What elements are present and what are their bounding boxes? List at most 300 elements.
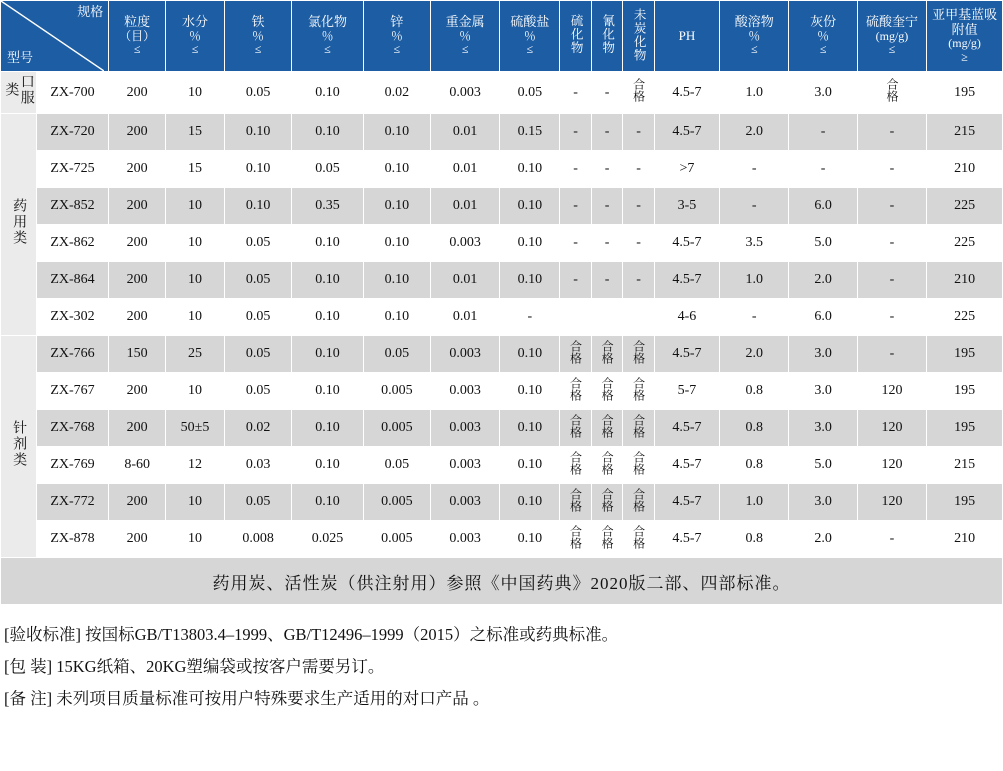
cell-sulfate: - (500, 299, 560, 336)
header-ph-name: PH (678, 27, 696, 43)
header-methylene-blue (927, 1, 1003, 72)
cell-sulfide-text: 合格 (568, 487, 583, 512)
cell-sulfide: - (560, 114, 592, 151)
header-corner-cell (1, 1, 109, 72)
header-heavy-metal-cmp: ≤ (461, 42, 469, 57)
cell-ph: 4.5-7 (654, 336, 719, 373)
header-moisture-name: 水分 (181, 14, 208, 30)
header-quinine-sulfate-cmp: ≤ (888, 42, 896, 57)
cell-cyanide-text: 合格 (600, 524, 615, 549)
header-ash-cmp: ≤ (819, 42, 827, 57)
header-chloride-name: 氯化物 (307, 14, 347, 30)
header-moisture-sub: ％ (188, 28, 201, 43)
cell-acid-soluble: 1.0 (720, 262, 789, 299)
cell-sulfide: - (560, 262, 592, 299)
category-label: 口服类 (3, 74, 34, 106)
cell-quinine-sulfate (857, 72, 926, 114)
table-row (1, 336, 1003, 373)
header-sulfide-name: 硫化物 (569, 14, 584, 55)
cell-zinc: 0.05 (363, 447, 430, 484)
footnotes (0, 619, 1003, 716)
cell-cyanide: - (591, 151, 623, 188)
cell-ph: 4.5-7 (654, 521, 719, 558)
cell-chloride: 0.025 (292, 521, 363, 558)
cell-moisture: 10 (166, 225, 225, 262)
cell-quinine-sulfate: 120 (857, 410, 926, 447)
cell-acid-soluble: - (720, 188, 789, 225)
cell-cyanide-text: 合格 (600, 413, 615, 438)
cell-quinine-sulfate: - (857, 262, 926, 299)
header-mesh-name: 粒度 (124, 14, 151, 30)
table-row (1, 521, 1003, 558)
header-zinc-sub: ％ (390, 28, 403, 43)
cell-sulfide (560, 410, 592, 447)
header-ash (789, 1, 857, 72)
cell-moisture: 15 (166, 151, 225, 188)
cell-cyanide (591, 447, 623, 484)
cell-heavy-metal: 0.003 (430, 373, 499, 410)
cell-iron: 0.03 (224, 447, 291, 484)
cell-uncarbonized (623, 373, 655, 410)
cell-moisture: 50±5 (166, 410, 225, 447)
header-moisture (166, 1, 225, 72)
cell-sulfide (560, 299, 592, 336)
cell-uncarbonized-text: 合格 (631, 487, 646, 512)
cell-moisture: 15 (166, 114, 225, 151)
cell-zinc: 0.10 (363, 151, 430, 188)
header-sulfate (500, 1, 560, 72)
cell-methylene-blue: 210 (927, 151, 1003, 188)
cell-uncarbonized (623, 410, 655, 447)
cell-ash: 3.0 (789, 410, 857, 447)
cell-sulfide (560, 447, 592, 484)
cell-cyanide-text: 合格 (600, 376, 615, 401)
cell-iron: 0.05 (224, 299, 291, 336)
cell-chloride: 0.10 (292, 299, 363, 336)
cell-ph: 5-7 (654, 373, 719, 410)
cell-acid-soluble: - (720, 299, 789, 336)
cell-heavy-metal: 0.003 (430, 521, 499, 558)
cell-chloride: 0.10 (292, 336, 363, 373)
cell-acid-soluble: 0.8 (720, 410, 789, 447)
cell-acid-soluble: 1.0 (720, 484, 789, 521)
header-ph (654, 1, 719, 72)
header-heavy-metal (430, 1, 499, 72)
cell-ash: 3.0 (789, 72, 857, 114)
cell-methylene-blue: 215 (927, 114, 1003, 151)
cell-quinine-sulfate: 120 (857, 484, 926, 521)
cell-uncarbonized: - (623, 114, 655, 151)
cell-quinine-sulfate: - (857, 521, 926, 558)
table-body (1, 72, 1003, 605)
cell-ph: 4.5-7 (654, 225, 719, 262)
cell-moisture: 10 (166, 262, 225, 299)
cell-chloride: 0.10 (292, 114, 363, 151)
cell-chloride: 0.10 (292, 72, 363, 114)
cell-uncarbonized: - (623, 188, 655, 225)
cell-ph: >7 (654, 151, 719, 188)
cell-sulfide-text: 合格 (568, 524, 583, 549)
cell-cyanide (591, 373, 623, 410)
table-head (1, 1, 1003, 72)
cell-mesh: 200 (109, 299, 166, 336)
header-acid-soluble (720, 1, 789, 72)
table-row (1, 262, 1003, 299)
cell-quinine-sulfate: - (857, 114, 926, 151)
cell-mesh: 200 (109, 521, 166, 558)
cell-quinine-sulfate: - (857, 225, 926, 262)
cell-cyanide (591, 299, 623, 336)
header-uncarbonized (623, 1, 655, 72)
cell-quinine-sulfate: - (857, 336, 926, 373)
cell-model: ZX-767 (36, 373, 109, 410)
cell-model: ZX-862 (36, 225, 109, 262)
cell-moisture: 10 (166, 521, 225, 558)
table-row (1, 225, 1003, 262)
cell-acid-soluble: 0.8 (720, 373, 789, 410)
cell-sulfide-text: 合格 (568, 450, 583, 475)
cell-ash: 5.0 (789, 447, 857, 484)
footnote-packaging: [包 装] 15KG纸箱、20KG塑编袋或按客户需要另订。 (4, 657, 385, 677)
cell-sulfide (560, 521, 592, 558)
cell-sulfide: - (560, 72, 592, 114)
cell-uncarbonized (623, 336, 655, 373)
cell-sulfate: 0.10 (500, 336, 560, 373)
table-note: 药用炭、活性炭（供注射用）参照《中国药典》2020版二部、四部标准。 (1, 558, 1003, 605)
header-model-label: 型号 (7, 50, 34, 66)
table-row (1, 72, 1003, 114)
cell-sulfide (560, 373, 592, 410)
cell-heavy-metal: 0.01 (430, 188, 499, 225)
cell-quinine-sulfate: - (857, 299, 926, 336)
cell-sulfate: 0.10 (500, 447, 560, 484)
cell-model: ZX-720 (36, 114, 109, 151)
cell-mesh: 200 (109, 484, 166, 521)
cell-uncarbonized (623, 72, 655, 114)
cell-uncarbonized-text: 合格 (631, 78, 646, 102)
cell-uncarbonized: - (623, 151, 655, 188)
header-acid-soluble-sub: ％ (748, 28, 761, 43)
cell-model: ZX-852 (36, 188, 109, 225)
cell-sulfide: - (560, 225, 592, 262)
cell-zinc: 0.05 (363, 336, 430, 373)
cell-sulfate: 0.10 (500, 262, 560, 299)
cell-zinc: 0.10 (363, 114, 430, 151)
cell-cyanide-text: 合格 (600, 487, 615, 512)
header-uncarbonized-name: 未炭化物 (632, 7, 647, 62)
header-chloride-sub: ％ (321, 28, 334, 43)
cell-uncarbonized-text: 合格 (631, 339, 646, 364)
cell-cyanide (591, 521, 623, 558)
cell-moisture: 10 (166, 373, 225, 410)
cell-sulfate: 0.10 (500, 188, 560, 225)
cell-zinc: 0.10 (363, 299, 430, 336)
cell-zinc: 0.02 (363, 72, 430, 114)
cell-methylene-blue: 195 (927, 410, 1003, 447)
cell-ph: 4.5-7 (654, 72, 719, 114)
table-row (1, 447, 1003, 484)
cell-sulfate: 0.10 (500, 373, 560, 410)
cell-iron: 0.02 (224, 410, 291, 447)
header-iron-cmp: ≤ (254, 42, 262, 57)
cell-moisture: 10 (166, 299, 225, 336)
cell-chloride: 0.10 (292, 484, 363, 521)
cell-sulfide-text: 合格 (568, 413, 583, 438)
cell-ash: 2.0 (789, 521, 857, 558)
cell-ash: 3.0 (789, 336, 857, 373)
cell-iron: 0.10 (224, 114, 291, 151)
cell-iron: 0.05 (224, 72, 291, 114)
cell-chloride: 0.10 (292, 447, 363, 484)
cell-chloride: 0.10 (292, 262, 363, 299)
cell-zinc: 0.005 (363, 484, 430, 521)
cell-iron: 0.05 (224, 336, 291, 373)
table-row (1, 114, 1003, 151)
header-cyanide (591, 1, 623, 72)
cell-iron: 0.05 (224, 225, 291, 262)
table-row (1, 373, 1003, 410)
cell-heavy-metal: 0.003 (430, 447, 499, 484)
header-iron (224, 1, 291, 72)
cell-sulfate: 0.10 (500, 484, 560, 521)
cell-methylene-blue: 195 (927, 336, 1003, 373)
header-zinc (363, 1, 430, 72)
cell-mesh: 150 (109, 336, 166, 373)
cell-cyanide: - (591, 262, 623, 299)
cell-moisture: 25 (166, 336, 225, 373)
cell-ash: - (789, 151, 857, 188)
cell-acid-soluble: 2.0 (720, 336, 789, 373)
cell-heavy-metal: 0.01 (430, 299, 499, 336)
cell-sulfide: - (560, 151, 592, 188)
cell-uncarbonized: - (623, 225, 655, 262)
cell-acid-soluble: 1.0 (720, 72, 789, 114)
header-chloride (292, 1, 363, 72)
cell-iron: 0.10 (224, 151, 291, 188)
cell-model: ZX-878 (36, 521, 109, 558)
cell-sulfate: 0.05 (500, 72, 560, 114)
cell-mesh: 200 (109, 262, 166, 299)
cell-ash: 3.0 (789, 484, 857, 521)
cell-mesh: 8-60 (109, 447, 166, 484)
cell-methylene-blue: 215 (927, 447, 1003, 484)
cell-model: ZX-768 (36, 410, 109, 447)
cell-sulfide-text: 合格 (568, 376, 583, 401)
header-ash-sub: ％ (817, 28, 830, 43)
cell-cyanide-text: 合格 (600, 339, 615, 364)
cell-heavy-metal: 0.003 (430, 72, 499, 114)
header-methylene-blue-name: 亚甲基蓝吸附值 (932, 7, 998, 37)
cell-model: ZX-725 (36, 151, 109, 188)
header-iron-sub: ％ (252, 28, 265, 43)
category-cell-injection (1, 336, 37, 558)
cell-methylene-blue: 225 (927, 225, 1003, 262)
cell-uncarbonized (623, 447, 655, 484)
cell-sulfate: 0.15 (500, 114, 560, 151)
cell-uncarbonized-text: 合格 (631, 524, 646, 549)
cell-heavy-metal: 0.01 (430, 151, 499, 188)
cell-model: ZX-864 (36, 262, 109, 299)
cell-quinine-sulfate-text: 合格 (884, 78, 899, 102)
cell-acid-soluble: - (720, 151, 789, 188)
cell-moisture: 10 (166, 188, 225, 225)
cell-quinine-sulfate: - (857, 151, 926, 188)
footnote-acceptance-standard: [验收标准] 按国标GB/T13803.4–1999、GB/T12496–1999（2015）之标准或药典标准。 (4, 625, 619, 644)
table-row (1, 410, 1003, 447)
cell-cyanide: - (591, 225, 623, 262)
cell-methylene-blue: 225 (927, 299, 1003, 336)
footnote-remark: [备 注] 未列项目质量标准可按用户特殊要求生产适用的对口产品 。 (4, 689, 490, 709)
cell-ph: 4.5-7 (654, 447, 719, 484)
cell-methylene-blue: 195 (927, 484, 1003, 521)
cell-chloride: 0.05 (292, 151, 363, 188)
cell-ph: 4-6 (654, 299, 719, 336)
cell-ph: 4.5-7 (654, 410, 719, 447)
cell-acid-soluble: 0.8 (720, 447, 789, 484)
cell-ph: 4.5-7 (654, 484, 719, 521)
cell-zinc: 0.005 (363, 373, 430, 410)
cell-acid-soluble: 3.5 (720, 225, 789, 262)
cell-model: ZX-700 (36, 72, 109, 114)
cell-uncarbonized (623, 299, 655, 336)
cell-mesh: 200 (109, 151, 166, 188)
cell-methylene-blue: 225 (927, 188, 1003, 225)
cell-cyanide: - (591, 72, 623, 114)
cell-sulfide (560, 484, 592, 521)
header-quinine-sulfate-sub: (mg/g) (875, 28, 909, 43)
cell-model: ZX-302 (36, 299, 109, 336)
header-mesh (109, 1, 166, 72)
cell-ash: - (789, 114, 857, 151)
header-quinine-sulfate-name: 硫酸奎宁 (865, 14, 918, 30)
category-cell-medicinal (1, 114, 37, 336)
header-iron-name: 铁 (251, 14, 265, 30)
cell-cyanide (591, 336, 623, 373)
cell-uncarbonized (623, 484, 655, 521)
cell-acid-soluble: 2.0 (720, 114, 789, 151)
cell-moisture: 10 (166, 484, 225, 521)
cell-iron: 0.05 (224, 373, 291, 410)
cell-heavy-metal: 0.003 (430, 484, 499, 521)
header-sulfide (560, 1, 592, 72)
cell-chloride: 0.10 (292, 410, 363, 447)
cell-zinc: 0.10 (363, 188, 430, 225)
cell-sulfate: 0.10 (500, 151, 560, 188)
header-methylene-blue-sub: (mg/g) (948, 36, 981, 51)
category-cell-oral (1, 72, 37, 114)
cell-zinc: 0.10 (363, 262, 430, 299)
cell-ash: 3.0 (789, 373, 857, 410)
header-moisture-cmp: ≤ (191, 42, 199, 57)
header-spec-label: 规格 (77, 4, 104, 19)
table-row (1, 151, 1003, 188)
cell-moisture: 10 (166, 72, 225, 114)
header-zinc-name: 锌 (390, 14, 404, 30)
cell-heavy-metal: 0.01 (430, 114, 499, 151)
category-label: 药用类 (11, 198, 27, 246)
cell-heavy-metal: 0.003 (430, 336, 499, 373)
header-sulfate-cmp: ≤ (526, 42, 534, 57)
cell-mesh: 200 (109, 373, 166, 410)
header-mesh-sub: （目） (119, 28, 156, 43)
header-quinine-sulfate (857, 1, 926, 72)
cell-acid-soluble: 0.8 (720, 521, 789, 558)
cell-methylene-blue: 195 (927, 373, 1003, 410)
cell-zinc: 0.10 (363, 225, 430, 262)
table-note-row (1, 558, 1003, 605)
cell-iron: 0.008 (224, 521, 291, 558)
cell-iron: 0.10 (224, 188, 291, 225)
cell-chloride: 0.10 (292, 373, 363, 410)
cell-sulfate: 0.10 (500, 521, 560, 558)
cell-cyanide: - (591, 188, 623, 225)
cell-sulfate: 0.10 (500, 410, 560, 447)
cell-ash: 5.0 (789, 225, 857, 262)
cell-sulfide-text: 合格 (568, 339, 583, 364)
cell-cyanide (591, 410, 623, 447)
table-row (1, 188, 1003, 225)
header-methylene-blue-cmp: ≥ (961, 49, 968, 64)
cell-quinine-sulfate: - (857, 188, 926, 225)
cell-mesh: 200 (109, 410, 166, 447)
cell-uncarbonized (623, 521, 655, 558)
cell-cyanide (591, 484, 623, 521)
header-acid-soluble-cmp: ≤ (750, 42, 758, 57)
header-cyanide-name: 氰化物 (600, 14, 615, 55)
cell-quinine-sulfate: 120 (857, 447, 926, 484)
category-label: 针剂类 (11, 420, 27, 468)
table-row (1, 299, 1003, 336)
cell-sulfide (560, 336, 592, 373)
header-chloride-cmp: ≤ (324, 42, 331, 57)
header-sulfate-name: 硫酸盐 (510, 14, 550, 30)
cell-iron: 0.05 (224, 484, 291, 521)
cell-chloride: 0.10 (292, 225, 363, 262)
cell-model: ZX-769 (36, 447, 109, 484)
header-mesh-cmp: ≤ (133, 42, 141, 57)
cell-ph: 4.5-7 (654, 114, 719, 151)
header-heavy-metal-name: 重金属 (445, 14, 485, 30)
cell-moisture: 12 (166, 447, 225, 484)
cell-ash: 6.0 (789, 188, 857, 225)
cell-uncarbonized-text: 合格 (631, 376, 646, 401)
cell-cyanide-text: 合格 (600, 450, 615, 475)
header-heavy-metal-sub: ％ (459, 28, 472, 43)
cell-mesh: 200 (109, 225, 166, 262)
cell-ash: 6.0 (789, 299, 857, 336)
cell-uncarbonized-text: 合格 (631, 413, 646, 438)
cell-methylene-blue: 195 (927, 72, 1003, 114)
cell-methylene-blue: 210 (927, 262, 1003, 299)
cell-quinine-sulfate: 120 (857, 373, 926, 410)
cell-iron: 0.05 (224, 262, 291, 299)
cell-heavy-metal: 0.003 (430, 225, 499, 262)
cell-zinc: 0.005 (363, 521, 430, 558)
cell-sulfide: - (560, 188, 592, 225)
cell-uncarbonized-text: 合格 (631, 450, 646, 475)
header-ash-name: 灰份 (810, 14, 837, 30)
cell-cyanide: - (591, 114, 623, 151)
cell-mesh: 200 (109, 114, 166, 151)
cell-chloride: 0.35 (292, 188, 363, 225)
cell-ash: 2.0 (789, 262, 857, 299)
cell-zinc: 0.005 (363, 410, 430, 447)
cell-mesh: 200 (109, 72, 166, 114)
cell-mesh: 200 (109, 188, 166, 225)
cell-model: ZX-766 (36, 336, 109, 373)
header-zinc-cmp: ≤ (393, 42, 401, 57)
cell-ph: 3-5 (654, 188, 719, 225)
